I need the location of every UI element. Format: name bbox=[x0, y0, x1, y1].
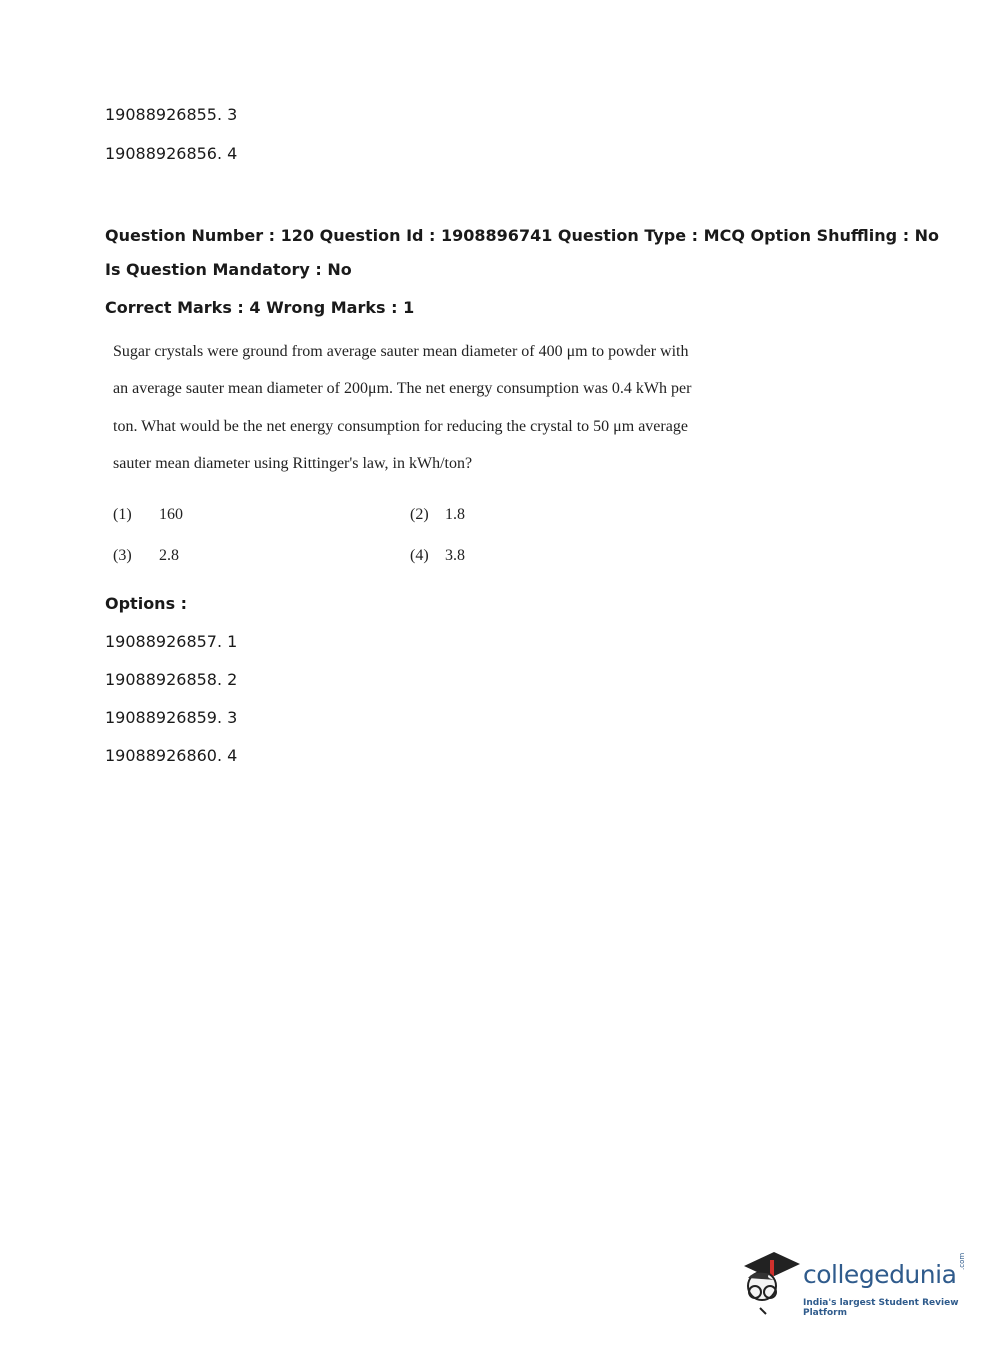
option-item: 19088926860. 4 bbox=[105, 746, 238, 765]
question-text-line: an average sauter mean diameter of 200μm. The net energy consumption was 0.4 kWh per bbox=[113, 380, 692, 397]
prev-option-3: 19088926855. 3 bbox=[105, 105, 238, 124]
choice-number: (3) bbox=[113, 547, 132, 564]
marks-line: Correct Marks : 4 Wrong Marks : 1 bbox=[105, 298, 415, 317]
question-text-line: Sugar crystals were ground from average sauter mean diameter of 400 μm to powder with bbox=[113, 343, 689, 360]
choice-number: (4) bbox=[410, 547, 429, 564]
choice-value: 1.8 bbox=[445, 506, 465, 523]
choice-value: 3.8 bbox=[445, 547, 465, 564]
choice-number: (2) bbox=[410, 506, 429, 523]
brand-dotcom: .com bbox=[958, 1252, 966, 1270]
options-heading: Options : bbox=[105, 594, 188, 613]
option-item: 19088926859. 3 bbox=[105, 708, 238, 727]
choice-number: (1) bbox=[113, 506, 132, 523]
mascot-logo-icon bbox=[740, 1248, 802, 1318]
question-meta-line: Question Number : 120 Question Id : 1908896741 Question Type : MCQ Option Shuffling : No bbox=[105, 226, 940, 245]
brand-name: collegedunia bbox=[803, 1260, 957, 1289]
mandatory-line: Is Question Mandatory : No bbox=[105, 260, 352, 279]
option-item: 19088926858. 2 bbox=[105, 670, 238, 689]
choice-value: 2.8 bbox=[159, 547, 179, 564]
question-text-line: sauter mean diameter using Rittinger's law, in kWh/ton? bbox=[113, 455, 473, 472]
choice-value: 160 bbox=[159, 506, 183, 523]
question-text-line: ton. What would be the net energy consumption for reducing the crystal to 50 μm average bbox=[113, 418, 688, 435]
option-item: 19088926857. 1 bbox=[105, 632, 238, 651]
brand-tagline: India's largest Student Review Platform bbox=[803, 1298, 959, 1318]
prev-option-4: 19088926856. 4 bbox=[105, 144, 238, 163]
